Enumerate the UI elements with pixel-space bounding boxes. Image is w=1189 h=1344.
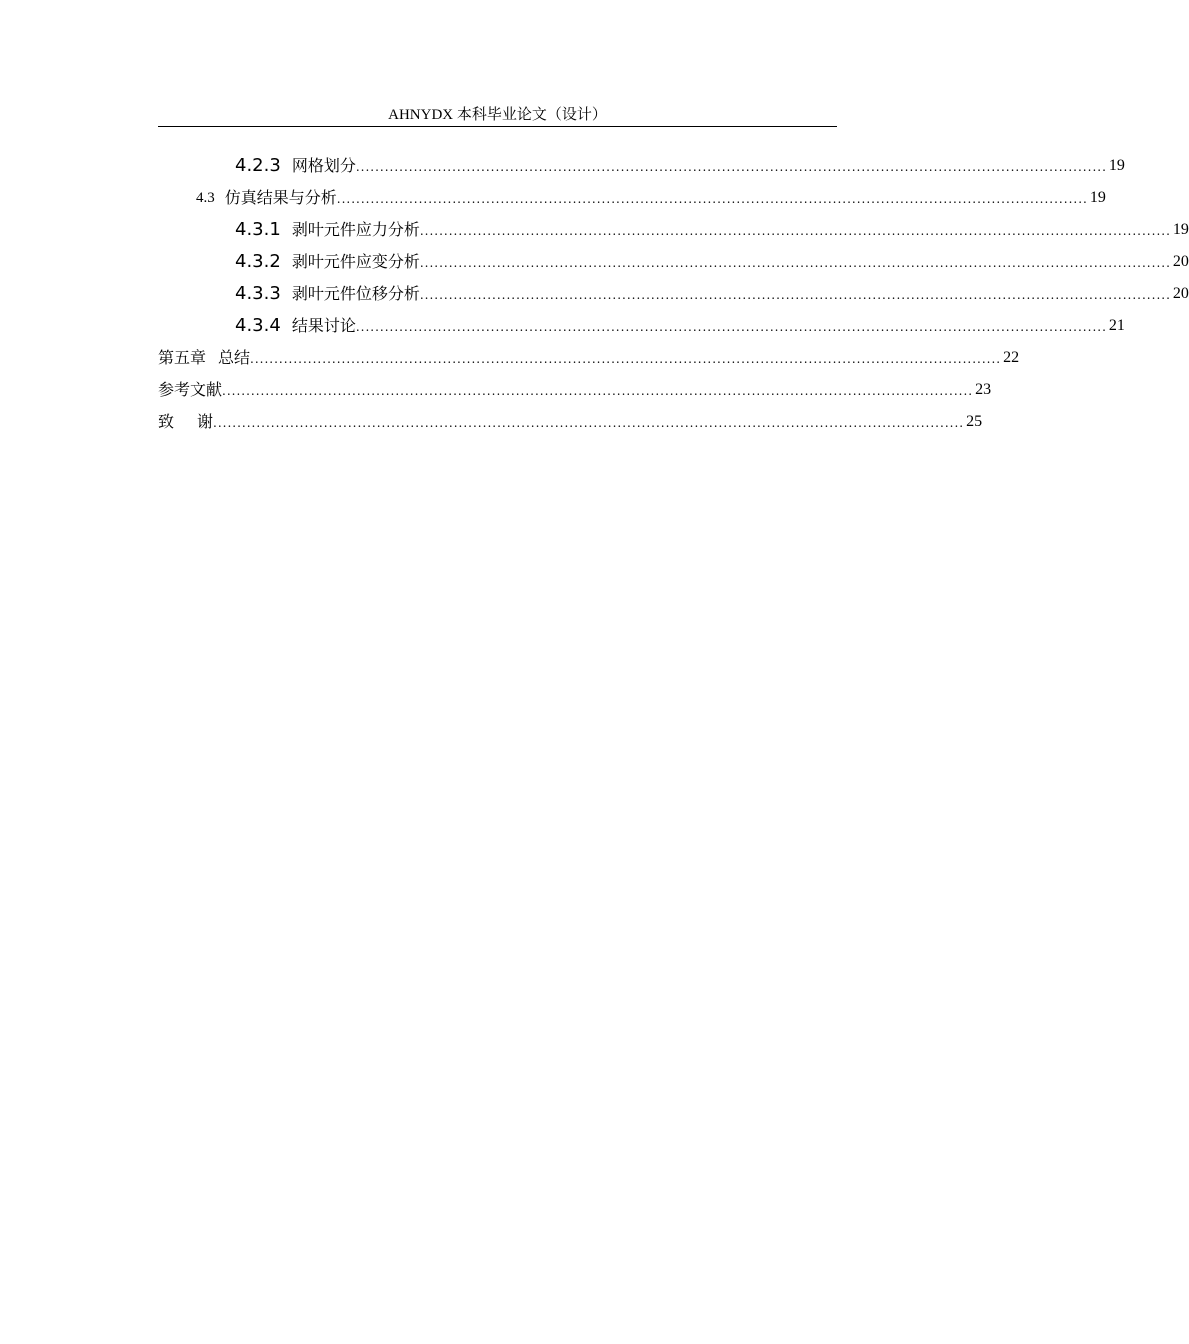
toc-entry[interactable] — [158, 181, 1106, 213]
toc-dot-leader: ............................................................................................................................................................ — [419, 288, 1171, 302]
toc-dot-leader: ............................................................................................................................................................ — [222, 384, 974, 398]
toc-entry-title: 总结 — [218, 348, 251, 367]
toc-entry[interactable] — [158, 309, 1125, 341]
toc-entry-title: 仿真结果与分析 — [224, 188, 337, 207]
toc-entry-page: 19 — [1089, 189, 1106, 206]
toc-dot-leader: ............................................................................................................................................................ — [355, 320, 1107, 334]
toc-entry[interactable] — [158, 277, 1189, 309]
toc-entry-number: 4.3.2 — [235, 251, 281, 272]
toc-dot-leader: ............................................................................................................................................................ — [250, 352, 1002, 366]
toc-entry[interactable] — [158, 213, 1189, 245]
toc-entry[interactable] — [158, 405, 983, 437]
toc-entry-page: 23 — [975, 381, 992, 398]
toc-entry-number: 4.3.1 — [235, 219, 281, 240]
toc-entry-page: 25 — [966, 413, 983, 430]
toc-entry-page: 21 — [1108, 317, 1125, 334]
toc-dot-leader: ............................................................................................................................................................ — [355, 160, 1107, 174]
toc-entry-title: 结果讨论 — [291, 316, 356, 335]
toc-entry-number: 4.3.4 — [235, 315, 281, 336]
toc-entry-number: 第五章 — [158, 348, 207, 367]
toc-entry-title: 剥叶元件应变分析 — [291, 252, 420, 271]
toc-entry-page: 19 — [1108, 157, 1125, 174]
toc-dot-leader: ............................................................................................................................................................ — [419, 256, 1171, 270]
toc-entry-page: 22 — [1003, 349, 1020, 366]
toc-dot-leader: ............................................................................................................................................................ — [336, 192, 1088, 206]
toc-entry[interactable] — [158, 245, 1189, 277]
toc-entry[interactable] — [158, 149, 1125, 181]
toc-entry[interactable] — [158, 341, 1020, 373]
toc-entry-title: 致谢 — [158, 412, 237, 431]
toc-dot-leader: ............................................................................................................................................................ — [419, 224, 1171, 238]
toc-entry-number: 4.3 — [196, 190, 215, 206]
toc-entry-title: 网格划分 — [291, 156, 356, 175]
table-of-contents — [158, 149, 1189, 437]
toc-entry-page: 20 — [1172, 285, 1189, 302]
toc-entry-page: 19 — [1172, 221, 1189, 238]
toc-entry-title: 参考文献 — [158, 380, 223, 399]
toc-entry-number: 4.2.3 — [235, 155, 281, 176]
toc-entry-page: 20 — [1172, 253, 1189, 270]
toc-entry-title: 剥叶元件应力分析 — [291, 220, 420, 239]
toc-entry-title: 剥叶元件位移分析 — [291, 284, 420, 303]
page-header — [158, 104, 837, 127]
header-title: AHNYDX 本科毕业论文（设计） — [388, 107, 607, 123]
toc-dot-leader: ............................................................................................................................................................ — [213, 416, 965, 430]
toc-entry[interactable] — [158, 373, 992, 405]
toc-entry-number: 4.3.3 — [235, 283, 281, 304]
